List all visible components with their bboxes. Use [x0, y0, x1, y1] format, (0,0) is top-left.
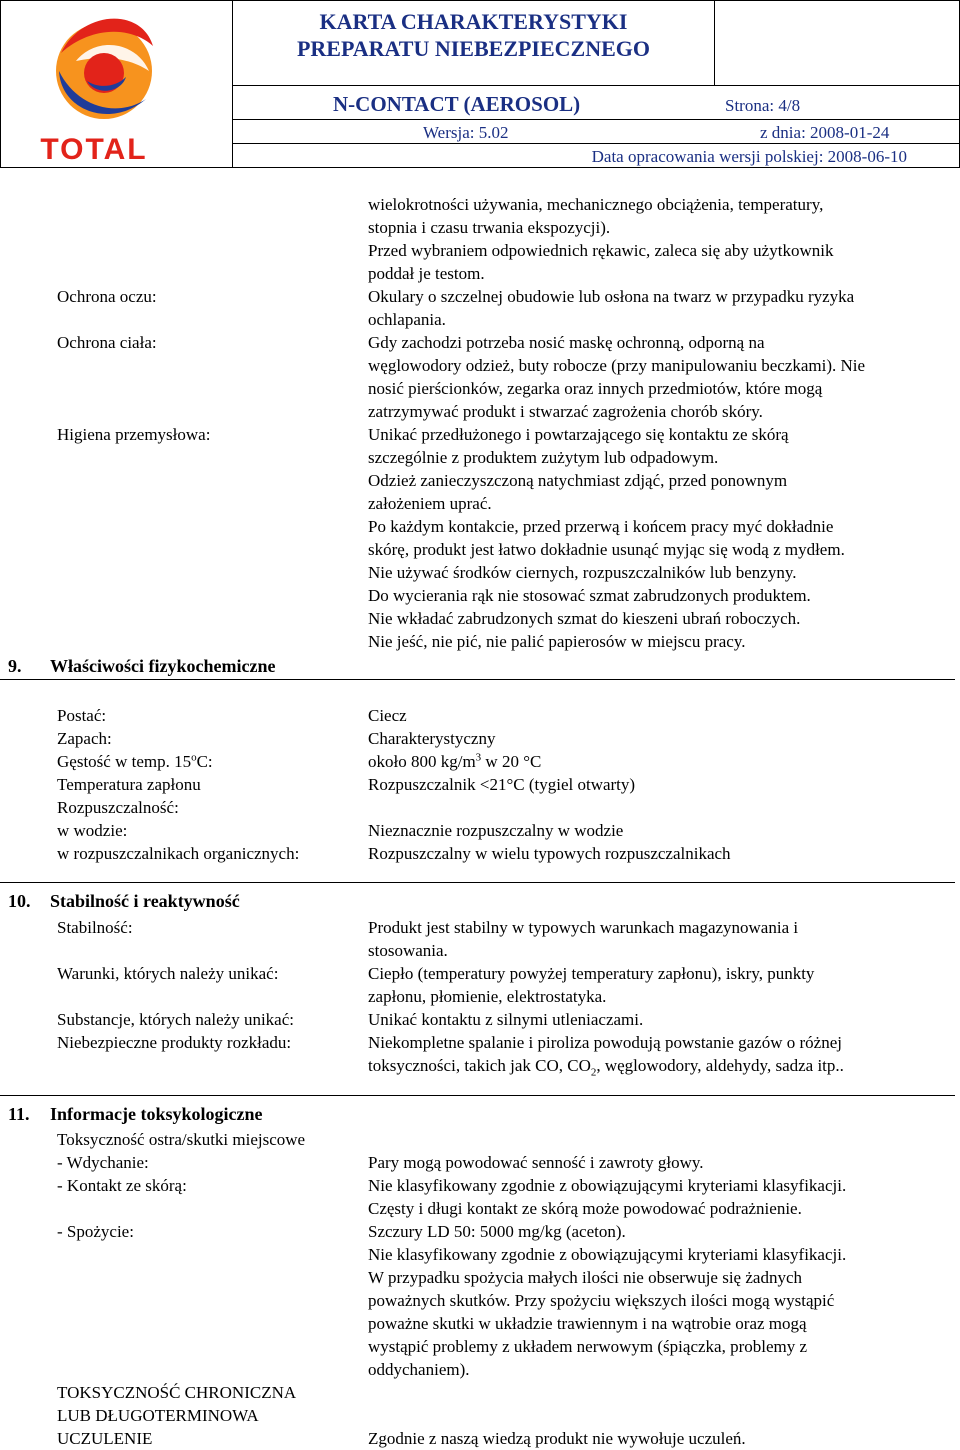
- sensitization-text: Zgodnie z naszą wiedzą produkt nie wywołuje uczuleń.: [368, 1429, 746, 1448]
- conditions-to-avoid-text: Ciepło (temperatury powyżej temperatury zapłonu), iskry, punkty: [368, 964, 815, 983]
- ingestion-text: W przypadku spożycia małych ilości nie obserwuje się żadnych: [368, 1268, 802, 1287]
- stability-label: Stabilność:: [57, 918, 133, 937]
- decomposition-text: toksyczności, takich jak CO, $CO_2$, węglowodory, aldehydy, sadza itp..: [368, 1056, 844, 1079]
- skin-contact-text: Nie klasyfikowany zgodnie z obowiązującymi kryteriami klasyfikacji.: [368, 1176, 847, 1195]
- section-number: 11.: [8, 1104, 30, 1124]
- form-label: Postać:: [57, 706, 107, 725]
- organic-solubility-value: Rozpuszczalny w wielu typowych rozpuszczalnikach: [368, 844, 731, 863]
- hygiene-text: Do wycierania rąk nie stosować szmat zabrudzonych produktem.: [368, 586, 811, 605]
- document-header: [0, 0, 960, 168]
- flash-point-value: Rozpuszczalnik <21°C (tygiel otwarty): [368, 775, 636, 794]
- inhalation-text: Pary mogą powodować senność i zawroty głowy.: [368, 1153, 704, 1172]
- ingestion-text: wystąpić problemy z układem nerwowym (śpiączka, problemy z: [368, 1337, 808, 1356]
- section-title: Właściwości fizykochemiczne: [50, 656, 276, 676]
- conditions-to-avoid-text: zapłonu, płomienie, elektrostatyka.: [368, 987, 607, 1006]
- continuation-line: Przed wybraniem odpowiednich rękawic, zaleca się aby użytkownik: [368, 241, 834, 260]
- header-polish-date-row: [233, 144, 960, 168]
- section-title: Stabilność i reaktywność: [50, 891, 240, 911]
- section-number: 9.: [8, 656, 22, 676]
- section-11-heading: [8, 1103, 262, 1126]
- eye-protection-text: ochlapania.: [368, 310, 446, 329]
- chronic-toxicity-label: LUB DŁUGOTERMINOWA: [57, 1406, 259, 1425]
- water-solubility-value: Nieznacznie rozpuszczalny w wodzie: [368, 821, 624, 840]
- density-label: Gęstość w temp. 15$^o$C:: [57, 751, 213, 771]
- odor-value: Charakterystyczny: [368, 729, 496, 748]
- body-protection-text: zatrzymywać produkt i stwarzać zagrożenia chorób skóry.: [368, 402, 763, 421]
- hygiene-text: Po każdym kontakcie, przed przerwą i końcem pracy myć dokładnie: [368, 517, 834, 536]
- hygiene-text: Odzież zanieczyszczoną natychmiast zdjąć, przed ponownym: [368, 471, 788, 490]
- ingestion-label: - Spożycie:: [57, 1222, 134, 1241]
- ingestion-text: poważnych skutków. Przy spożyciu większych ilości mogą wystąpić: [368, 1291, 835, 1310]
- form-value: Ciecz: [368, 706, 407, 725]
- continuation-line: poddał je testom.: [368, 264, 485, 283]
- section-divider: [0, 882, 955, 883]
- hygiene-text: skórę, produkt jest łatwo dokładnie usunąć myjąc się wodą z mydłem.: [368, 540, 845, 559]
- hygiene-text: założeniem uprać.: [368, 494, 492, 513]
- solubility-label: Rozpuszczalność:: [57, 798, 179, 817]
- title-line-2: PREPARATU NIEBEZPIECZNEGO: [296, 36, 651, 61]
- section-10-heading: [8, 890, 240, 913]
- materials-to-avoid-label: Substancje, których należy unikać:: [57, 1010, 294, 1029]
- body-protection-text: Gdy zachodzi potrzeba nosić maskę ochronną, odporną na: [368, 333, 765, 352]
- decomposition-text: Niekompletne spalanie i piroliza powodują powstanie gazów o różnej: [368, 1033, 842, 1052]
- sensitization-label: UCZULENIE: [57, 1429, 153, 1448]
- section-9-heading: [8, 655, 275, 678]
- skin-contact-text: Częsty i długi kontakt ze skórą może powodować podrażnienie.: [368, 1199, 802, 1218]
- section-number: 10.: [8, 891, 31, 911]
- continuation-line: wielokrotności używania, mechanicznego obciążenia, temperatury,: [368, 195, 824, 214]
- ingestion-text: poważne skutki w układzie trawiennym i na wątrobie oraz mogą: [368, 1314, 807, 1333]
- body-protection-label: Ochrona ciała:: [57, 333, 157, 352]
- product-name: N-CONTACT (AEROSOL): [333, 92, 581, 116]
- stability-text: Produkt jest stabilny w typowych warunkach magazynowania i: [368, 918, 799, 937]
- logo-wordmark: TOTAL: [40, 133, 148, 166]
- flash-point-label: Temperatura zapłonu: [57, 775, 201, 794]
- total-logo-icon: [1, 1, 232, 167]
- water-solubility-label: w wodzie:: [57, 821, 128, 840]
- density-value: około 800 $kg/m^3$ w 20 °C: [368, 751, 542, 771]
- hygiene-text: Unikać przedłużonego i powtarzającego się kontaktu ze skórą: [368, 425, 789, 444]
- acute-toxicity-label: Toksyczność ostra/skutki miejscowe: [57, 1130, 306, 1149]
- header-version-row: [233, 120, 960, 144]
- decomposition-label: Niebezpieczne produkty rozkładu:: [57, 1033, 292, 1052]
- inhalation-label: - Wdychanie:: [57, 1153, 149, 1172]
- eye-protection-label: Ochrona oczu:: [57, 287, 157, 306]
- body-protection-text: węglowodory odzież, buty robocze (przy manipulowaniu beczkami). Nie: [368, 356, 866, 375]
- header-product-row: [233, 86, 960, 120]
- chronic-toxicity-label: TOKSYCZNOŚĆ CHRONICZNA: [57, 1383, 297, 1402]
- version-date: z dnia: 2008-01-24: [760, 123, 890, 142]
- ingestion-text: Szczury LD 50: 5000 mg/kg (aceton).: [368, 1222, 626, 1241]
- conditions-to-avoid-label: Warunki, których należy unikać:: [57, 964, 279, 983]
- stability-text: stosowania.: [368, 941, 448, 960]
- version: Wersja: 5.02: [423, 123, 509, 142]
- materials-to-avoid-text: Unikać kontaktu z silnymi utleniaczami.: [368, 1010, 644, 1029]
- ingestion-text: oddychaniem).: [368, 1360, 470, 1379]
- section-divider: [0, 679, 955, 680]
- hygiene-text: Nie wkładać zabrudzonych szmat do kieszeni ubrań roboczych.: [368, 609, 801, 628]
- title-line-1: KARTA CHARAKTERYSTYKI: [319, 9, 628, 34]
- polish-version-date: Data opracowania wersji polskiej: 2008-06-10: [591, 147, 907, 166]
- hygiene-text: szczególnie z produktem zużytym lub odpadowym.: [368, 448, 719, 467]
- company-logo: [0, 0, 233, 168]
- organic-solubility-label: w rozpuszczalnikach organicznych:: [57, 844, 300, 863]
- hygiene-text: Nie używać środków ciernych, rozpuszczalników lub benzyny.: [368, 563, 797, 582]
- document-title: [233, 0, 715, 86]
- skin-contact-label: - Kontakt ze skórą:: [57, 1176, 187, 1195]
- continuation-line: stopnia i czasu trwania ekspozycji).: [368, 218, 611, 237]
- section-title: Informacje toksykologiczne: [50, 1104, 263, 1124]
- ingestion-text: Nie klasyfikowany zgodnie z obowiązującymi kryteriami klasyfikacji.: [368, 1245, 847, 1264]
- body-protection-text: nosić pierścionków, zegarka oraz innych przedmiotów, które mogą: [368, 379, 823, 398]
- eye-protection-text: Okulary o szczelnej obudowie lub osłona na twarz w przypadku ryzyka: [368, 287, 855, 306]
- page-number: Strona: 4/8: [725, 96, 801, 115]
- odor-label: Zapach:: [57, 729, 112, 748]
- hygiene-label: Higiena przemysłowa:: [57, 425, 211, 444]
- hygiene-text: Nie jeść, nie pić, nie palić papierosów w miejscu pracy.: [368, 632, 746, 651]
- section-divider: [0, 1095, 955, 1096]
- header-blank-cell: [714, 0, 960, 86]
